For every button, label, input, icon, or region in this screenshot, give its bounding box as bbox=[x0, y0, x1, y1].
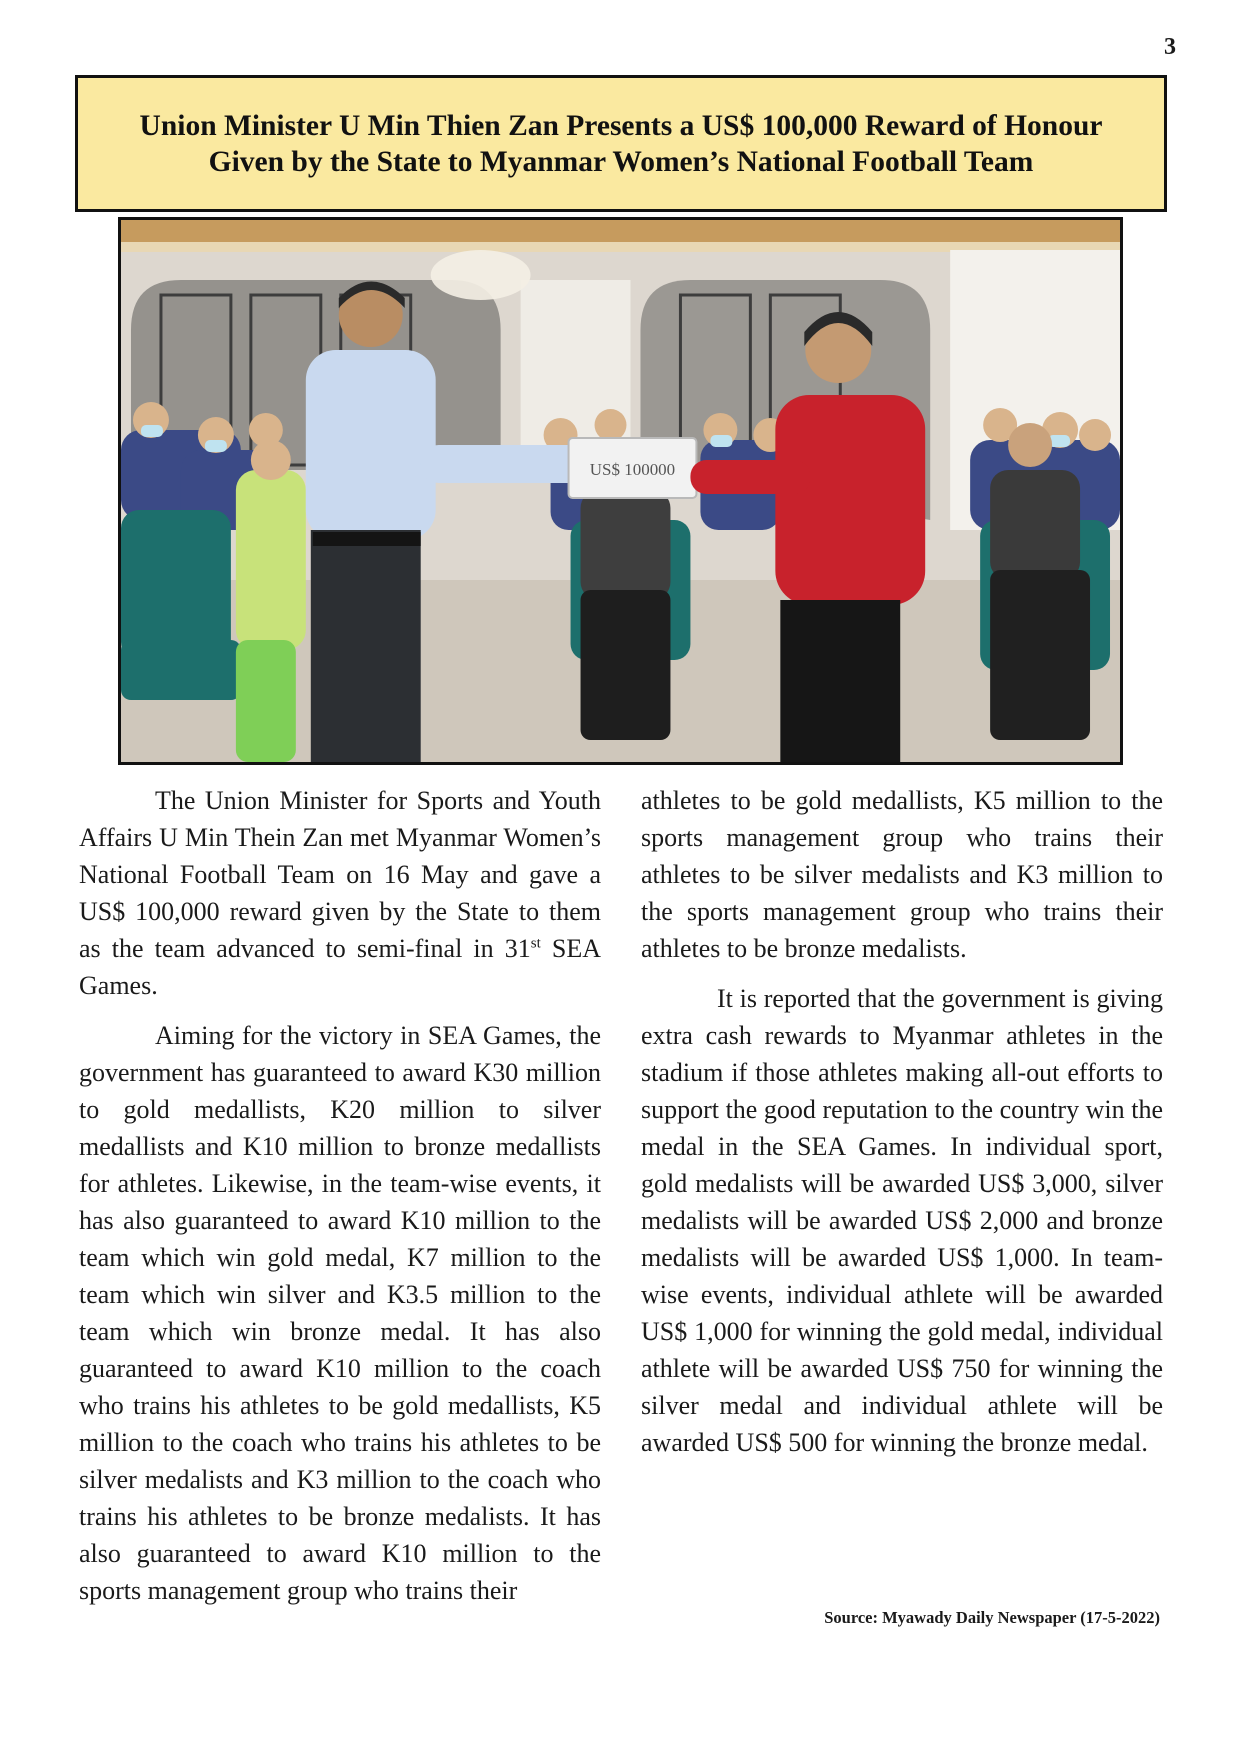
envelope-label: US$ 100000 bbox=[589, 459, 676, 480]
headline bbox=[140, 108, 1103, 180]
article-right-column bbox=[641, 782, 1163, 1474]
headline-line-1: Union Minister U Min Thien Zan Presents a US$ 100,000 Reward of Honour bbox=[139, 109, 1103, 142]
article-left-column bbox=[79, 782, 601, 1622]
article-paragraph-1-text: The Union Minister for Sports and Youth Affairs U Min Thein Zan met Myanmar Women’s National Football Team on 16 May and gave a US$ 100,000 reward given by the State to them as the team advanced to semi-final in 31 bbox=[79, 786, 601, 963]
headline-line-2: Given by the State to Myanmar Women’s National Football Team bbox=[208, 145, 1034, 178]
article-paragraph-1 bbox=[79, 782, 601, 1004]
ordinal-suffix: st bbox=[530, 935, 541, 952]
headline-box bbox=[75, 75, 1167, 212]
page-number: 3 bbox=[1164, 34, 1176, 60]
article-paragraph-2: Aiming for the victory in SEA Games, the government has guaranteed to award K30 million to gold medallists, K20 million to silver medallists and K10 million to bronze medallists for athletes. Likewise, in the team-wise events, it has also guaranteed to award K10 million to the team which win gold medal, K7 million to the team which win silver and K3.5 million to the team which win bronze medal. It has also guaranteed to award K10 million to the coach who trains his athletes to be gold medallists, K5 million to the coach who trains his athletes to be silver medalists and K3 million to the coach who trains his athletes to be bronze medalists. It has also guaranteed to award K10 million to the sports management group who trains their bbox=[79, 1021, 601, 1605]
article-paragraph-1-tail: SEA Games. bbox=[79, 934, 601, 1000]
news-photo bbox=[118, 217, 1123, 765]
article-paragraph-3: It is reported that the government is giving extra cash rewards to Myanmar athletes in the stadium if those athletes making all-out efforts to support the good reputation to the country win the medal in the SEA Games. In individual sport, gold medalists will be awarded US$ 3,000, silver medalists will be awarded US$ 2,000 and bronze medalists will be awarded US$ 1,000. In team-wise events, individual athlete will be awarded US$ 1,000 for winning the gold medal, individual athlete will be awarded US$ 750 for winning the silver medal and individual athlete will be awarded US$ 500 for winning the bronze medal. bbox=[641, 984, 1163, 1457]
article-paragraph-2-continued: athletes to be gold medallists, K5 million to the sports management group who trains their athletes to be silver medalists and K3 million to the sports management group who trains their athletes to be bronze medalists. bbox=[641, 786, 1163, 963]
source-credit: Source: Myawady Daily Newspaper (17-5-2022) bbox=[824, 1608, 1160, 1627]
presentation-photo-illustration bbox=[121, 220, 1120, 762]
